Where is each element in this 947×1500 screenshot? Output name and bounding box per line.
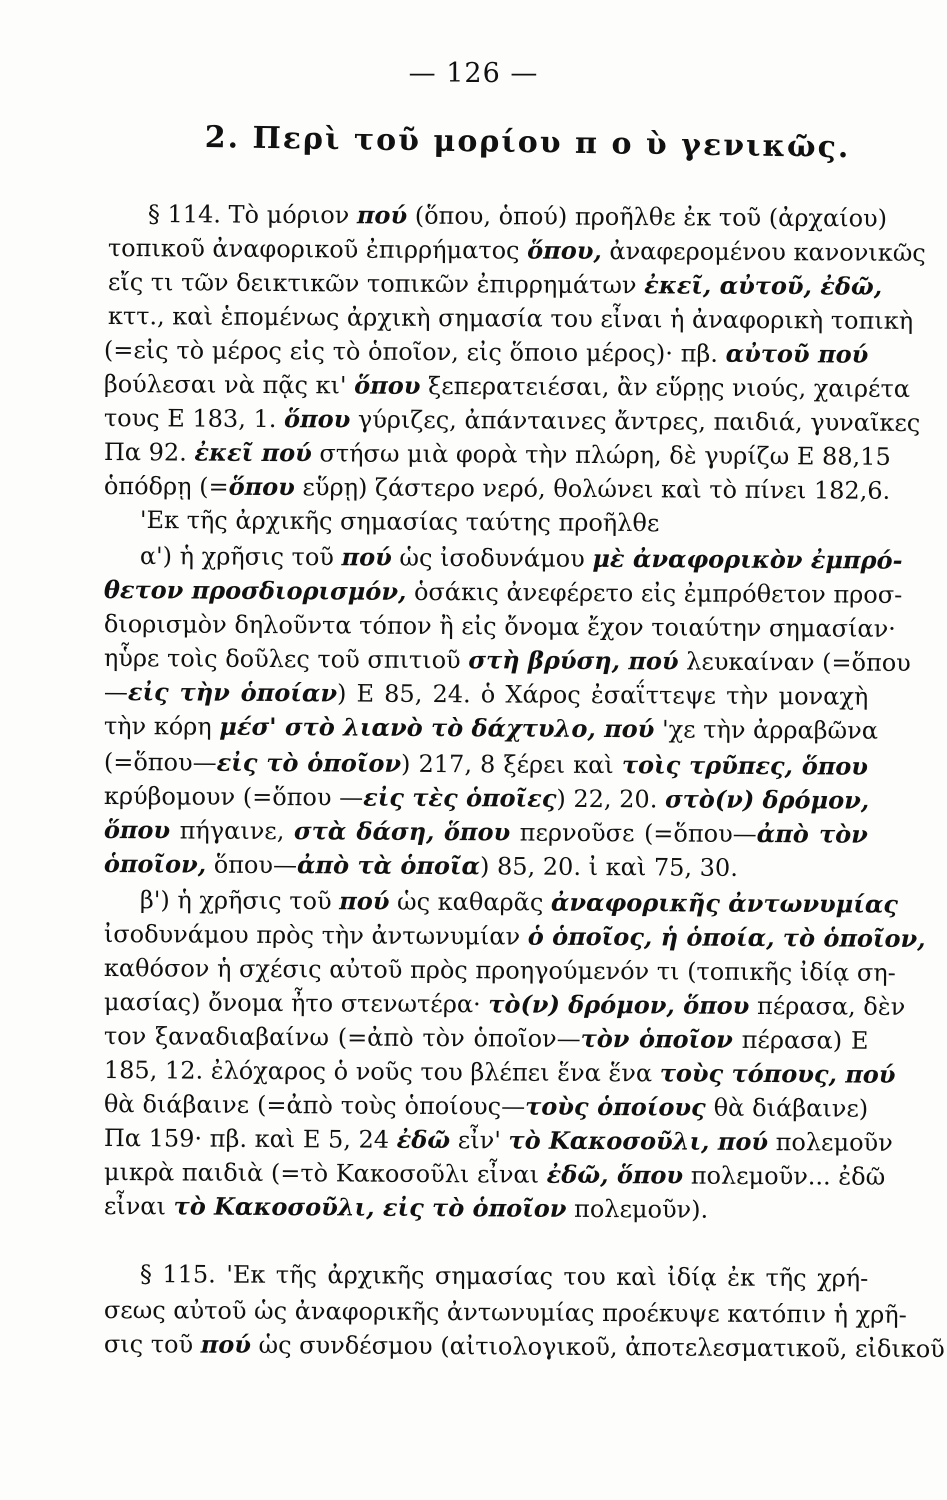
- text-run: καθόσον ἡ σχέσις αὐτοῦ πρὸς προηγούμενόν τι (τοπικῆς ἰδίᾳ ση-: [103, 953, 896, 987]
- text-line: [103, 986, 906, 1023]
- text-line: [104, 848, 784, 884]
- text-run: τοπικοῦ ἀναφορικοῦ ἐπιρρήματος: [107, 233, 528, 265]
- bold-phrase: μέσ' στὸ λιανὸ τὸ δάχτυλο, πού: [219, 711, 655, 744]
- text-run: ) 85, 20. ἰ καὶ 75, 30.: [479, 852, 738, 882]
- text-run: στήσω μιὰ φορὰ τὴν πλώρη, δὲ γυρίζω Ε 88,15: [311, 439, 891, 471]
- text-line: [104, 334, 868, 371]
- text-line: [140, 1258, 868, 1294]
- bold-phrase: ὅπου,: [527, 235, 602, 266]
- text-line: [107, 232, 926, 269]
- bold-phrase: τὸ(ν) δρόμον, ὅπου: [488, 989, 750, 1020]
- text-run: (=εἰς τὸ μέρος εἰς τὸ ὁποῖον, εἰς ὅποιο μέρος)· πβ.: [103, 335, 726, 368]
- text-run: τὴν κόρη: [103, 711, 220, 741]
- text-run: λευκαίναν (=ὅπου: [678, 647, 911, 677]
- text-line: [103, 952, 896, 989]
- bold-phrase: πού: [341, 542, 392, 572]
- text-run: κττ., καὶ ἑπομένως ἀρχικὴ σημασία του εἶναι ἡ ἀναφορικὴ τοπικὴ: [107, 301, 914, 335]
- section-heading: 2. Περὶ τοῦ μορίου π ο ὺ γενικῶς.: [204, 120, 851, 166]
- text-run: εἶν': [450, 1126, 509, 1155]
- text-line: [139, 504, 660, 539]
- text-line: [107, 300, 914, 337]
- text-run: ξεπερατειέσαι, ἂν εὕρῃς νιούς, χαιρέτα: [420, 371, 911, 403]
- text-run: πέρασα) Ε: [732, 1025, 869, 1055]
- text-run: τους Ε 183, 1.: [103, 403, 285, 434]
- text-line: [103, 368, 911, 405]
- text-run: πολεμοῦν: [767, 1128, 893, 1157]
- text-run: —: [103, 677, 128, 707]
- text-line: [103, 710, 879, 747]
- text-run: ) Ε 85, 24. ὁ Χάρος ἐσαΐττεψε τὴν μοναχὴ: [336, 679, 869, 711]
- text-run: § 114. Τὸ μόριον: [147, 199, 357, 230]
- text-run: ηὗρε τοὶς δοῦλες τοῦ σπιτιοῦ: [103, 643, 469, 675]
- bold-phrase: εἰς τὴν ὁποίαν: [127, 677, 338, 708]
- text-run: μικρὰ παιδιὰ (=τὸ Κακοσοῦλι εἶναι: [103, 1158, 547, 1189]
- text-line: [104, 780, 868, 817]
- bold-phrase: ἐδῶ, ὅπου: [546, 1159, 684, 1190]
- bold-phrase: εἰς τὸ ὁποῖον: [216, 747, 402, 778]
- text-run: (=ὅπου—: [103, 747, 217, 777]
- text-run: Πα 92.: [103, 437, 195, 467]
- text-line: [103, 1122, 893, 1159]
- text-run: § 115. 'Εκ τῆς ἀρχικῆς σημασίας του καὶ ἰδίᾳ ἐκ τῆς χρή-: [139, 1260, 869, 1293]
- text-run: τον ξαναδιαβαίνω (=ἀπὸ τὸν ὁποῖον—: [103, 1021, 581, 1053]
- text-line: [103, 402, 921, 439]
- text-line: [103, 1054, 896, 1091]
- bold-phrase: τοὺς ὁποίους: [525, 1091, 706, 1122]
- text-run: περνοῦσε (=ὅπου—: [510, 818, 757, 848]
- bold-phrase: ὅπου: [228, 471, 295, 502]
- text-run: σις τοῦ: [103, 1330, 201, 1359]
- text-run: ) 217, 8 ξέρει καὶ: [401, 749, 622, 780]
- text-run: α') ἡ χρῆσις τοῦ: [139, 541, 342, 572]
- text-line: [104, 1088, 868, 1125]
- bold-phrase: θετον προσδιορισμόν,: [103, 575, 407, 606]
- text-run: θὰ διάβαινε): [705, 1093, 869, 1123]
- bold-phrase: ἀναφορικῆς ἀντωνυμίας: [550, 887, 899, 919]
- text-line: [103, 1294, 907, 1331]
- bold-phrase: πού: [356, 200, 408, 230]
- text-run: πήγαινε,: [170, 816, 295, 846]
- page-number: — 126 —: [408, 58, 539, 89]
- text-run: μασίας) ὄνομα ἦτο στενωτέρα·: [103, 987, 489, 1019]
- bold-phrase: τὸν ὁποῖον: [580, 1023, 733, 1054]
- bold-phrase: ὁποῖον,: [103, 849, 207, 879]
- bold-phrase: ὅπου: [354, 370, 421, 400]
- text-line: [103, 436, 891, 473]
- text-run: πολεμοῦν... ἐδῶ: [683, 1161, 886, 1191]
- bold-phrase: αὐτοῦ πού: [725, 338, 869, 369]
- text-run: σεως αὐτοῦ ὡς ἀναφορικῆς ἀντωνυμίας προέκυψε κατόπιν ἡ χρῆ-: [103, 1296, 907, 1329]
- text-line: [103, 1156, 886, 1193]
- text-run: βούλεσαι νὰ πᾷς κι': [103, 369, 355, 400]
- text-run: ὡς συνδέσμου (αἰτιολογικοῦ, ἀποτελεσματικοῦ, εἰδικοῦ: [250, 1330, 945, 1364]
- text-run: (ὅπου, ὁπού) προῆλθε ἐκ τοῦ (ἀρχαίου): [407, 201, 888, 233]
- text-line: [103, 1328, 945, 1365]
- bold-phrase: ὅπου: [103, 815, 171, 845]
- text-run: ὁπόδρῃ (=: [103, 471, 229, 501]
- bold-phrase: πού: [339, 886, 390, 916]
- text-line: [104, 1020, 868, 1057]
- bold-phrase: ὅπου: [443, 817, 511, 847]
- text-line: [104, 746, 868, 783]
- text-run: 185, 12. ἐλόχαρος ὁ νοῦς του βλέπει ἕνα ἕνα: [103, 1056, 660, 1088]
- text-run: διορισμὸν δηλοῦντα τόπον ἢ εἰς ὄνομα ἔχον τοιαύτην σημασίαν·: [103, 609, 896, 643]
- text-run: [434, 818, 444, 846]
- text-run: κρύβομουν (=ὅπου —: [103, 781, 364, 812]
- text-line: [103, 608, 896, 645]
- bold-phrase: στὰ δάση,: [293, 816, 435, 847]
- text-run: εἴς τι τῶν δεικτικῶν τοπικῶν ἐπιρρημάτων: [107, 267, 645, 300]
- bold-phrase: τοὶς τρῦπες, ὅπου: [621, 750, 869, 781]
- text-line: [104, 676, 868, 713]
- bold-phrase: ἀπὸ τὰ ὁποῖα: [296, 850, 481, 881]
- text-line: [107, 266, 883, 303]
- text-run: πολεμοῦν).: [566, 1194, 709, 1224]
- text-line: [147, 198, 888, 234]
- bold-phrase: ἐκεῖ, αὐτοῦ, ἐδῶ,: [644, 270, 883, 301]
- text-line: [139, 884, 899, 920]
- text-run: ὡς ἰσοδυνάμου: [391, 543, 593, 573]
- bold-phrase: τὸ Κακοσοῦλι, εἰς τὸ ὁποῖον: [173, 1191, 567, 1223]
- text-run: β') ἡ χρῆσις τοῦ: [139, 885, 340, 916]
- text-run: πέρασα, δὲν: [749, 991, 906, 1021]
- text-run: γύριζες, ἀπάνταινες ἄντρες, παιδιά, γυναῖκες: [350, 405, 921, 437]
- text-run: ὅπου—: [206, 850, 298, 880]
- text-run: ἀναφερομένου κανονικῶς: [601, 237, 926, 267]
- bold-phrase: μὲ ἀναφορικὸν ἐμπρό-: [592, 543, 903, 575]
- text-run: ὡς καθαρᾶς: [389, 887, 552, 917]
- bold-phrase: ὅπου: [283, 404, 351, 434]
- text-line: [103, 918, 926, 955]
- text-line: [139, 540, 903, 576]
- text-line: [103, 574, 903, 611]
- text-line: [104, 1190, 724, 1226]
- text-run: ) 22, 20.: [556, 784, 666, 814]
- bold-phrase: στὸ(ν) δρόμον,: [664, 784, 870, 815]
- text-run: ἰσοδυνάμου πρὸς τὴν ἀντωνυμίαν: [103, 919, 528, 951]
- bold-phrase: ἀπὸ τὸν: [756, 818, 868, 849]
- bold-phrase: ἐδῶ: [396, 1124, 451, 1155]
- bold-phrase: τὸ Κακοσοῦλι, πού: [508, 1125, 769, 1157]
- bold-phrase: τοὺς τόπους, πού: [659, 1058, 896, 1089]
- text-run: ὁσάκις ἀνεφέρετο εἰς ἐμπρόθετον προσ-: [406, 577, 903, 609]
- text-run: εὕρῃ) ζάστερο νερό, θολώνει καὶ τὸ πίνει 182,6.: [294, 473, 891, 505]
- text-line: [103, 642, 911, 679]
- text-run: θὰ διάβαινε (=ἀπὸ τοὺς ὁποίους—: [103, 1090, 526, 1121]
- bold-phrase: πού: [200, 1329, 252, 1359]
- text-run: εἶναι: [103, 1192, 174, 1221]
- text-run: 'Εκ τῆς ἀρχικῆς σημασίας ταύτης προῆλθε: [139, 505, 660, 538]
- bold-phrase: εἰς τὲς ὁποῖες: [363, 782, 557, 813]
- bold-phrase: ὁ ὁποῖος, ἡ ὁποία, τὸ ὁποῖον,: [527, 921, 926, 954]
- text-line: [104, 814, 868, 851]
- bold-phrase: ἐκεῖ πού: [194, 437, 312, 468]
- text-line: [103, 470, 891, 507]
- text-run: Πα 159· πβ. καὶ Ε 5, 24: [103, 1124, 397, 1154]
- text-run: 'χε τὴν ἀρραβῶνα: [654, 715, 879, 745]
- bold-phrase: στὴ βρύση, πού: [468, 645, 679, 676]
